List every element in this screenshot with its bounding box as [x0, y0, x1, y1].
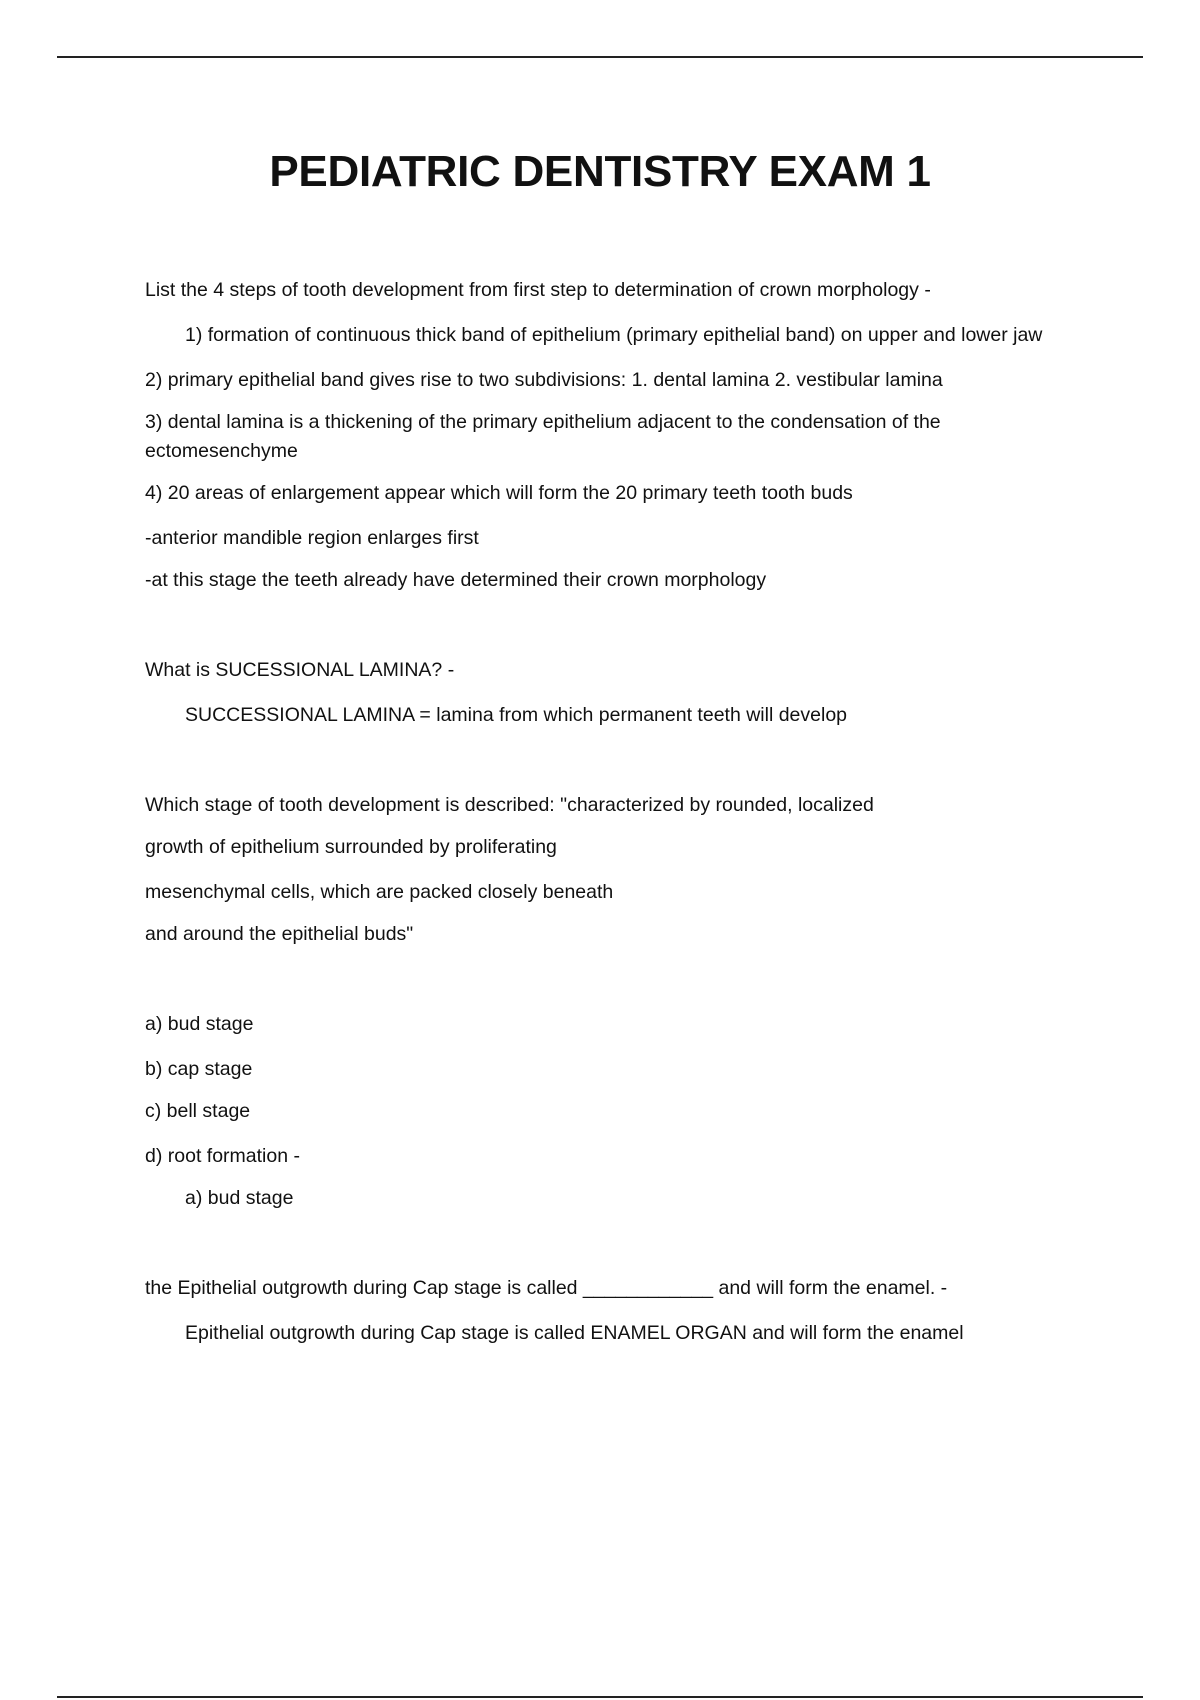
- answer-text: -at this stage the teeth already have determined their crown morphology: [145, 569, 767, 591]
- answer-text: Epithelial outgrowth during Cap stage is called ENAMEL ORGAN and will form the enamel: [185, 1322, 964, 1344]
- question-text: mesenchymal cells, which are packed closely beneath: [145, 881, 614, 903]
- question-text: What is SUCESSIONAL LAMINA? -: [145, 659, 455, 681]
- header-rule: [57, 56, 1143, 58]
- question-text: the Epithelial outgrowth during Cap stage is called ____________ and will form the enamel. -: [145, 1277, 948, 1299]
- question-block-2: [145, 656, 1075, 730]
- question-block-4: [145, 1274, 1075, 1348]
- answer-text: 1) formation of continuous thick band of epithelium (primary epithelial band) on upper and lower jaw: [185, 324, 1043, 346]
- question-text: Which stage of tooth development is described: "characterized by rounded, localized: [145, 794, 874, 816]
- answer-text: 3) dental lamina is a thickening of the primary epithelium adjacent to the condensation of the ectomesenchyme: [145, 411, 941, 462]
- question-text: List the 4 steps of tooth development from first step to determination of crown morphology -: [145, 279, 931, 301]
- answer-text: 2) primary epithelial band gives rise to two subdivisions: 1. dental lamina 2. vestibular lamina: [145, 369, 943, 391]
- question-block-3: [145, 791, 1075, 1213]
- answer-text: SUCCESSIONAL LAMINA = lamina from which permanent teeth will develop: [185, 704, 848, 726]
- option-text: c) bell stage: [145, 1100, 251, 1122]
- question-text: and around the epithelial buds": [145, 923, 414, 945]
- footer-rule: [57, 1696, 1143, 1698]
- page-title: PEDIATRIC DENTISTRY EXAM 1: [269, 147, 931, 196]
- option-text: d) root formation -: [145, 1145, 300, 1167]
- answer-text: -anterior mandible region enlarges first: [145, 527, 479, 549]
- answer-text: a) bud stage: [185, 1187, 294, 1209]
- option-text: b) cap stage: [145, 1058, 253, 1080]
- question-block-1: [145, 276, 1075, 595]
- option-text: a) bud stage: [145, 1013, 254, 1035]
- question-text: growth of epithelium surrounded by proliferating: [145, 836, 557, 858]
- answer-text: 4) 20 areas of enlargement appear which will form the 20 primary teeth tooth buds: [145, 482, 853, 504]
- document-body: [145, 276, 1075, 1348]
